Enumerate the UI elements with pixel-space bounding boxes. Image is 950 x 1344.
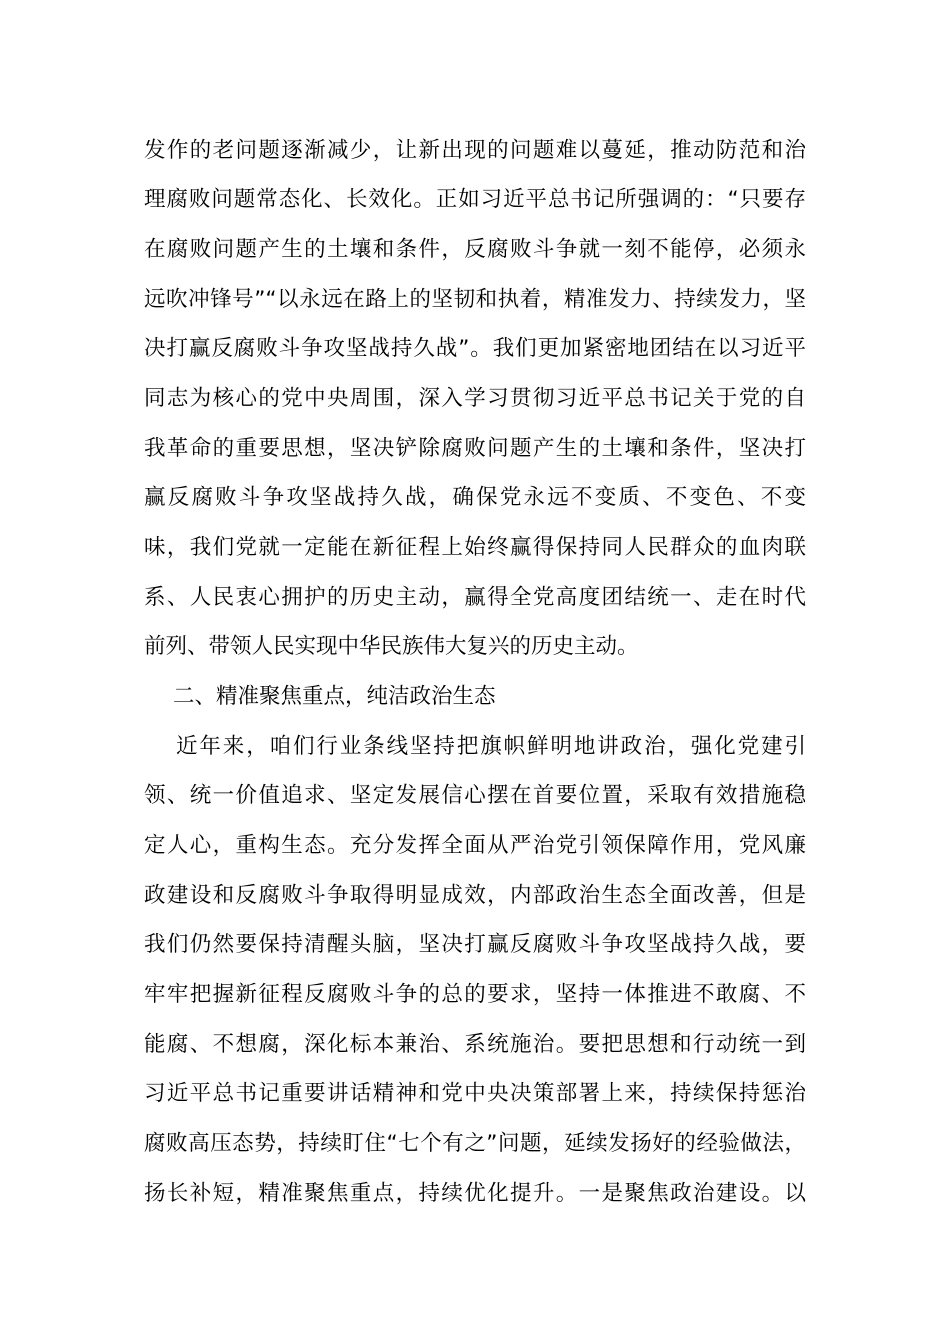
text-line: 我革命的重要思想，坚决铲除腐败问题产生的土壤和条件，坚决打 — [144, 436, 806, 461]
text-line: 牢牢把握新征程反腐败斗争的总的要求，坚持一体推进不敢腐、不 — [144, 982, 806, 1007]
text-line: 腐败高压态势，持续盯住“七个有之”问题，延续发扬好的经验做法， — [144, 1131, 806, 1156]
text-line: 前列、带领人民实现中华民族伟大复兴的历史主动。 — [144, 634, 639, 659]
text-line: 味，我们党就一定能在新征程上始终赢得保持同人民群众的血肉联 — [144, 535, 806, 560]
text-line: 政建设和反腐败斗争取得明显成效，内部政治生态全面改善，但是 — [144, 883, 806, 908]
text-line: 赢反腐败斗争攻坚战持久战，确保党永远不变质、不变色、不变 — [144, 485, 806, 510]
text-line: 理腐败问题常态化、长效化。正如习近平总书记所强调的：“只要存 — [144, 187, 806, 212]
text-line: 系、人民衷心拥护的历史主动，赢得全党高度团结统一、走在时代 — [144, 585, 806, 610]
text-line: 发作的老问题逐渐减少，让新出现的问题难以蔓延，推动防范和治 — [144, 138, 806, 163]
text-line: 同志为核心的党中央周围，深入学习贯彻习近平总书记关于党的自 — [144, 386, 806, 411]
text-line: 定人心，重构生态。充分发挥全面从严治党引领保障作用，党风廉 — [144, 833, 806, 858]
text-line: 在腐败问题产生的土壤和条件，反腐败斗争就一刻不能停，必须永 — [144, 237, 806, 262]
text-line: 领、统一价值追求、坚定发展信心摆在首要位置，采取有效措施稳 — [144, 783, 806, 808]
text-line: 近年来，咱们行业条线坚持把旗帜鲜明地讲政治，强化党建引 — [176, 734, 806, 759]
text-line: 习近平总书记重要讲话精神和党中央决策部署上来，持续保持惩治 — [144, 1081, 806, 1106]
section-heading: 二、精准聚焦重点，纯洁政治生态 — [173, 684, 496, 709]
text-line: 扬长补短，精准聚焦重点，持续优化提升。一是聚焦政治建设。以 — [144, 1181, 806, 1206]
text-line: 能腐、不想腐，深化标本兼治、系统施治。要把思想和行动统一到 — [144, 1032, 806, 1057]
text-line: 远吹冲锋号”“以永远在路上的坚韧和执着，精准发力、持续发力，坚 — [144, 287, 806, 312]
text-line: 我们仍然要保持清醒头脑，坚决打赢反腐败斗争攻坚战持久战，要 — [144, 932, 806, 957]
text-line: 决打赢反腐败斗争攻坚战持久战”。我们更加紧密地团结在以习近平 — [144, 336, 806, 361]
